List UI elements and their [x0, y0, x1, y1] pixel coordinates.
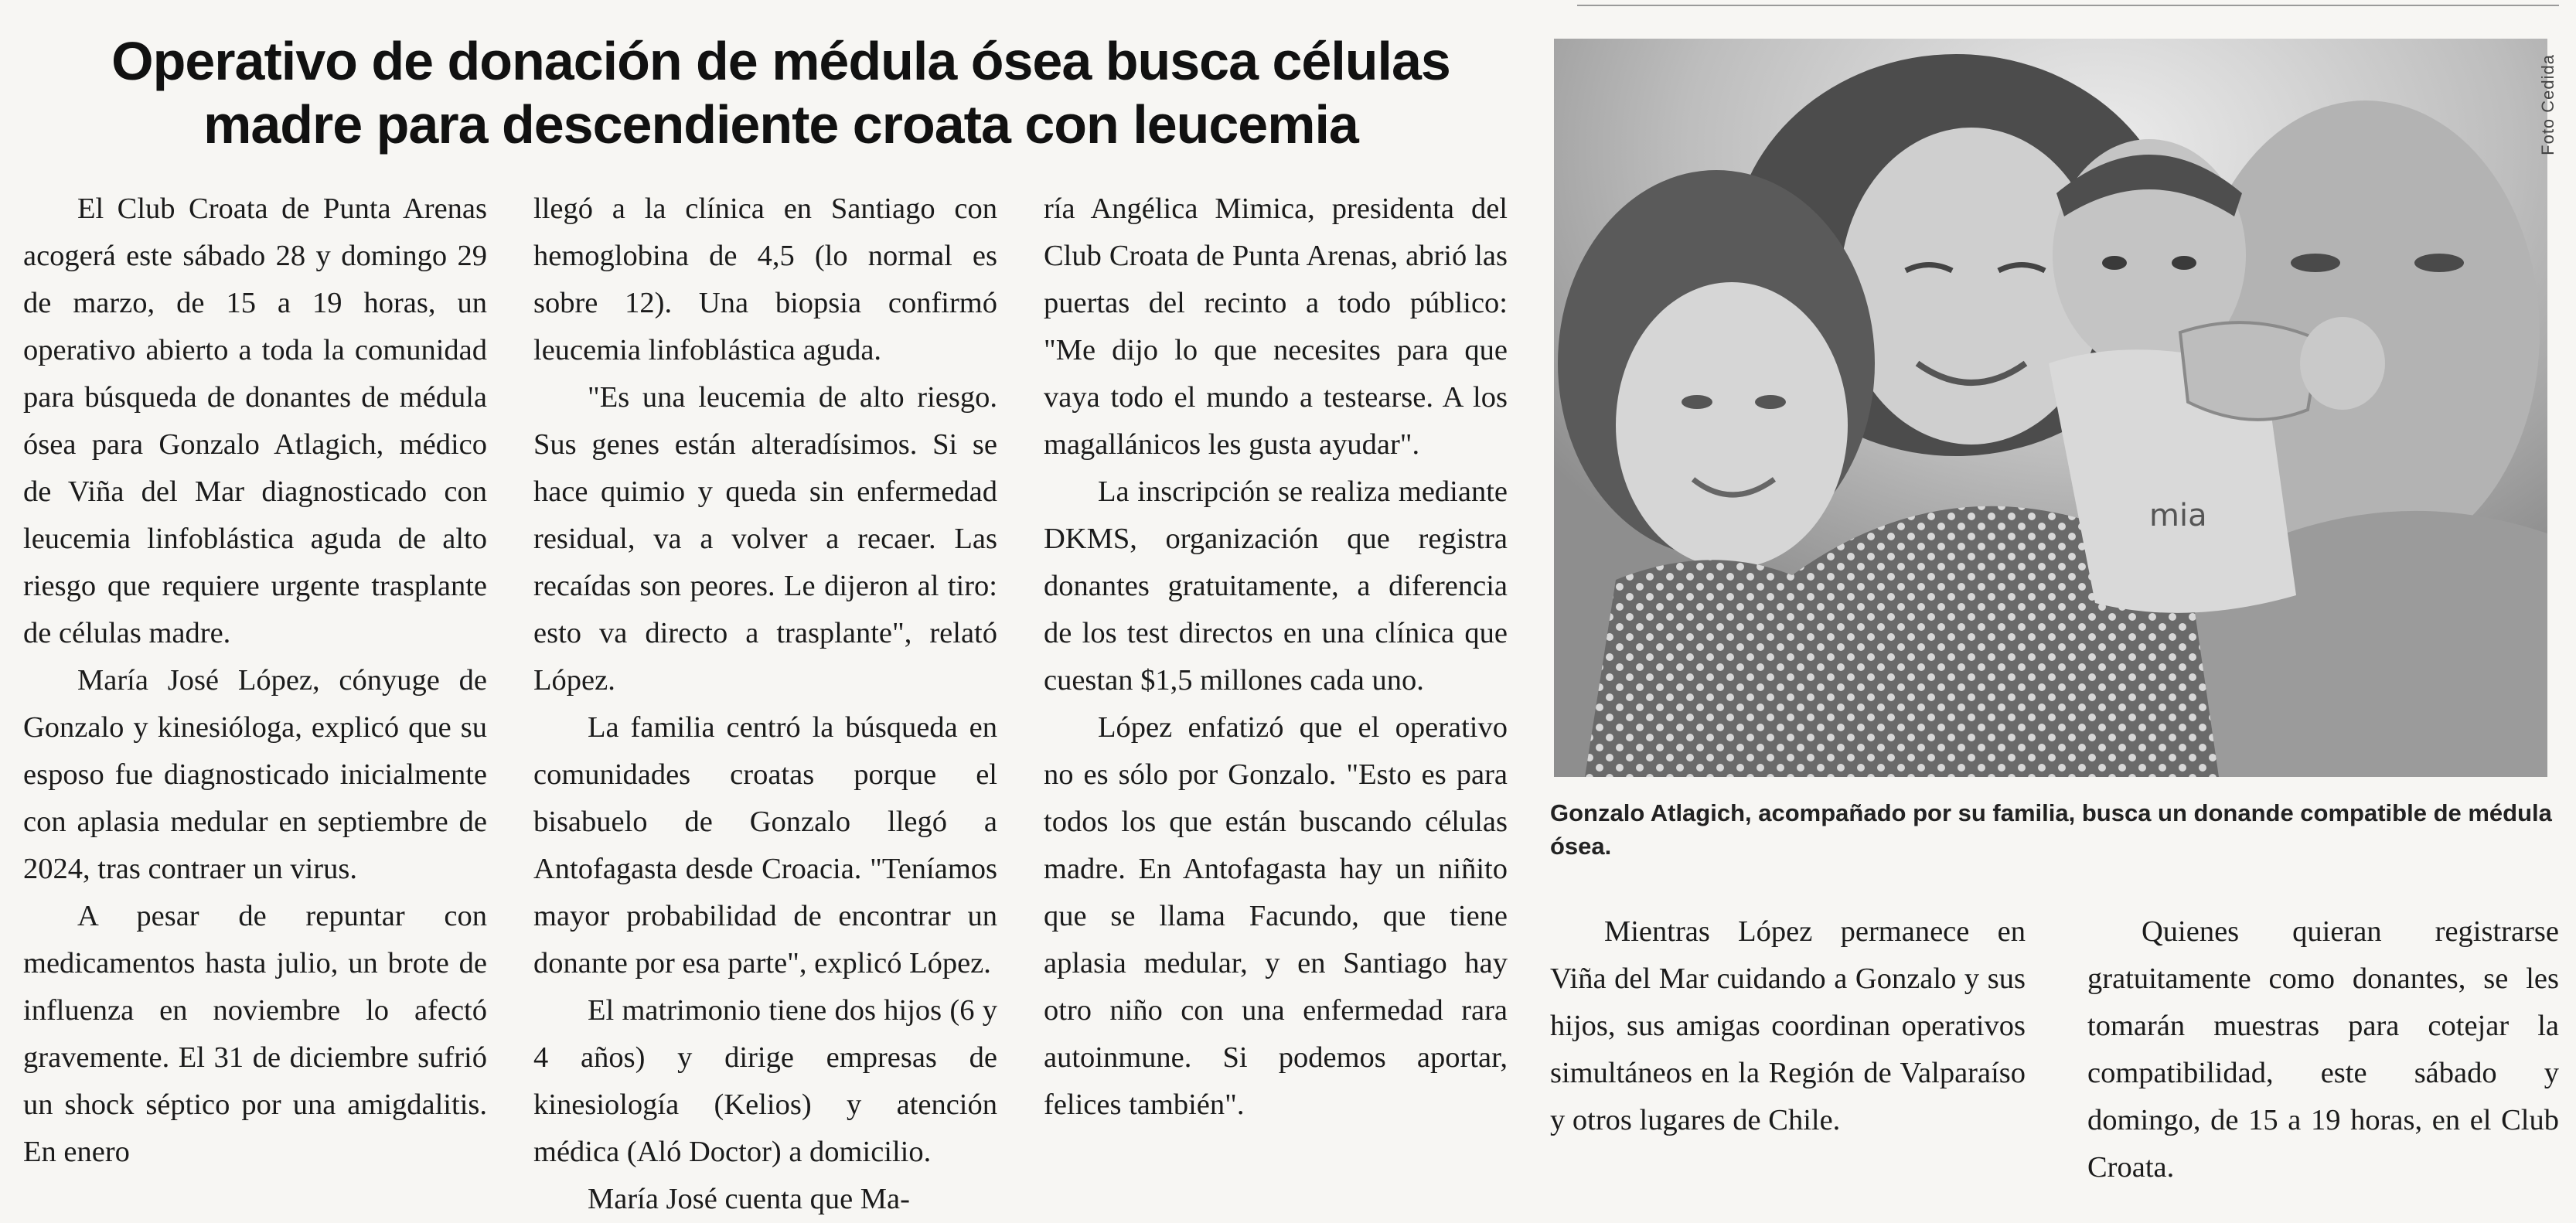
family-photo-illustration: [1554, 39, 2547, 777]
paragraph: El Club Croata de Punta Arenas acogerá este sábado 28 y domingo 29 de marzo, de 15 a 19 horas, un operativo abierto a toda la comunidad para búsqueda de donantes de médula ósea para Gonzalo Atlagich, médico de Viña del Mar diagnosticado con leucemia linfoblástica aguda de alto riesgo que requiere urgente trasplante de células madre.: [23, 192, 487, 649]
article-column-4: [1550, 908, 2026, 1144]
paragraph: A pesar de repuntar con medicamentos hasta julio, un brote de influenza en noviembre lo afectó gravemente. El 31 de diciembre sufrió un shock séptico por una amigdalitis. En enero: [23, 900, 487, 1168]
paragraph: llegó a la clínica en Santiago con hemoglobina de 4,5 (lo normal es sobre 12). Una biopsia confirmó leucemia linfoblástica aguda.: [533, 192, 997, 366]
paragraph: Mientras López permanece en Viña del Mar cuidando a Gonzalo y sus hijos, sus amigas coordinan operativos simultáneos en la Región de Valparaíso y otros lugares de Chile.: [1550, 915, 2026, 1136]
paragraph: María José López, cónyuge de Gonzalo y kinesióloga, explicó que su esposo fue diagnosticado inicialmente con aplasia medular en septiembre de 2024, tras contraer un virus.: [23, 664, 487, 885]
article-column-2: [533, 186, 997, 1223]
paragraph: Quienes quieran registrarse gratuitamente como donantes, se les tomarán muestras para cotejar la compatibilidad, este sábado y domingo, de 15 a 19 horas, en el Club Croata.: [2087, 915, 2559, 1184]
paragraph: La inscripción se realiza mediante DKMS, organización que registra donantes gratuitamente, a diferencia de los test directos en una clínica que cuestan $1,5 millones cada uno.: [1044, 475, 1508, 697]
paragraph: La familia centró la búsqueda en comunidades croatas porque el bisabuelo de Gonzalo llegó a Antofagasta desde Croacia. "Teníamos mayor probabilidad de encontrar un donante por esa parte", explicó López.: [533, 711, 997, 979]
headline: [46, 29, 1515, 156]
article-column-3: [1044, 186, 1508, 1129]
paragraph: El matrimonio tiene dos hijos (6 y 4 años) y dirige empresas de kinesiología (Kelios) y atención médica (Aló Doctor) a domicilio.: [533, 994, 997, 1168]
boy-hand: [2300, 317, 2385, 410]
cup: [2180, 322, 2319, 420]
article-column-5: [2087, 908, 2559, 1191]
paragraph: "Es una leucemia de alto riesgo. Sus genes están alteradísimos. Si se hace quimio y queda sin enfermedad residual, va a volver a recaer. Las recaídas son peores. Le dijeron al tiro: esto va directo a trasplante", relató López.: [533, 381, 997, 697]
top-rule: [1577, 5, 2559, 6]
paragraph: López enfatizó que el operativo no es sólo por Gonzalo. "Esto es para todos los que están buscando células madre. En Antofagasta hay un niñito que se llama Facundo, que tiene aplasia medular, y en Santiago hay otro niño con una enfermedad rara autoinmune. Si podemos aportar, felices también".: [1044, 711, 1508, 1121]
shirt-text: mia: [2149, 498, 2207, 533]
photo-credit: Foto Cedida: [2538, 54, 2557, 155]
girl-dress: [1585, 560, 1863, 777]
article-column-1: [23, 186, 487, 1176]
girl-face: [1616, 282, 1848, 568]
photo-caption: Gonzalo Atlagich, acompañado por su familia, busca un donande compatible de médula ósea.: [1550, 799, 2552, 860]
headline-line-1: Operativo de donación de médula ósea busca células: [111, 31, 1450, 91]
paragraph: ría Angélica Mimica, presidenta del Club Croata de Punta Arenas, abrió las puertas del recinto a todo público: "Me dijo lo que necesites para que vaya todo el mundo a testearse. A los magallánicos les gusta ayudar".: [1044, 192, 1508, 461]
paragraph: María José cuenta que Ma-: [588, 1183, 910, 1215]
family-photo: [1554, 39, 2547, 777]
headline-line-2: madre para descendiente croata con leucemia: [203, 94, 1358, 155]
